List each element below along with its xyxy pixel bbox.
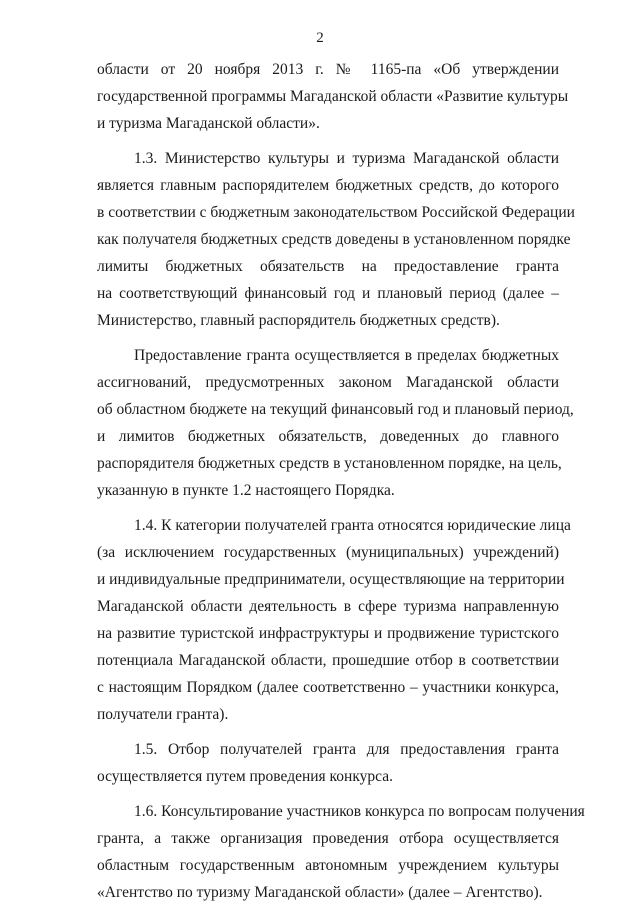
text-line: 1.5. Отбор получателей гранта для предоставления гранта <box>134 741 559 758</box>
text-line: ассигнований, предусмотренных законом Магаданской области <box>97 374 559 391</box>
text-line: на соответствующий финансовый год и плановый период (далее – <box>97 285 559 302</box>
text-line: лимиты бюджетных обязательств на предоставление гранта <box>97 258 559 275</box>
text-line: и туризма Магаданской области». <box>97 115 320 132</box>
text-line: осуществляется путем проведения конкурса. <box>97 768 393 785</box>
text-line: с настоящим Порядком (далее соответственно – участники конкурса, <box>97 679 559 696</box>
text-line: областным государственным автономным учреждением культуры <box>97 857 559 874</box>
text-line: об областном бюджете на текущий финансовый год и плановый период, <box>97 401 574 418</box>
paragraph-continuation <box>97 56 569 137</box>
text-line: на развитие туристской инфраструктуры и продвижение туристского <box>97 625 559 642</box>
paragraph-1-6 <box>97 798 585 906</box>
text-line: и лимитов бюджетных обязательств, доведенных до главного <box>97 428 559 445</box>
text-line: «Агентство по туризму Магаданской области» (далее – Агентство). <box>97 884 543 901</box>
text-line: в соответствии с бюджетным законодательством Российской Федерации <box>97 204 575 221</box>
text-line: государственной программы Магаданской области «Развитие культуры <box>97 88 569 105</box>
text-line: 1.4. К категории получателей гранта относятся юридические лица <box>134 517 571 534</box>
text-line: распорядителя бюджетных средств в установленном порядке, на цель, <box>97 455 562 472</box>
text-line: (за исключением государственных (муниципальных) учреждений) <box>97 544 559 561</box>
text-line: указанную в пункте 1.2 настоящего Порядка. <box>97 482 395 499</box>
text-line: Магаданской области деятельность в сфере туризма направленную <box>97 598 559 615</box>
text-line: потенциала Магаданской области, прошедшие отбор в соответствии <box>97 652 559 669</box>
text-line: 1.6. Консультирование участников конкурса по вопросам получения <box>134 803 585 820</box>
text-line: является главным распорядителем бюджетных средств, до которого <box>97 177 559 194</box>
text-line: как получателя бюджетных средств доведены в установленном порядке <box>97 231 571 248</box>
paragraph-1-3 <box>97 145 575 334</box>
paragraph-1-5 <box>97 736 559 790</box>
page-number: 2 <box>316 30 324 46</box>
text-line: Предоставление гранта осуществляется в пределах бюджетных <box>134 347 559 364</box>
text-line: 1.3. Министерство культуры и туризма Магаданской области <box>134 150 559 167</box>
text-line: Министерство, главный распорядитель бюджетных средств). <box>97 312 500 329</box>
paragraph-grant-provision <box>97 342 574 504</box>
text-line: и индивидуальные предприниматели, осуществляющие на территории <box>97 571 565 588</box>
document-body <box>97 56 585 906</box>
text-line: получатели гранта). <box>97 706 229 723</box>
text-line: области от 20 ноября 2013 г. № 1165-па «Об утверждении <box>97 61 559 78</box>
paragraph-1-4 <box>97 512 571 728</box>
text-line: гранта, а также организация проведения отбора осуществляется <box>97 830 559 847</box>
